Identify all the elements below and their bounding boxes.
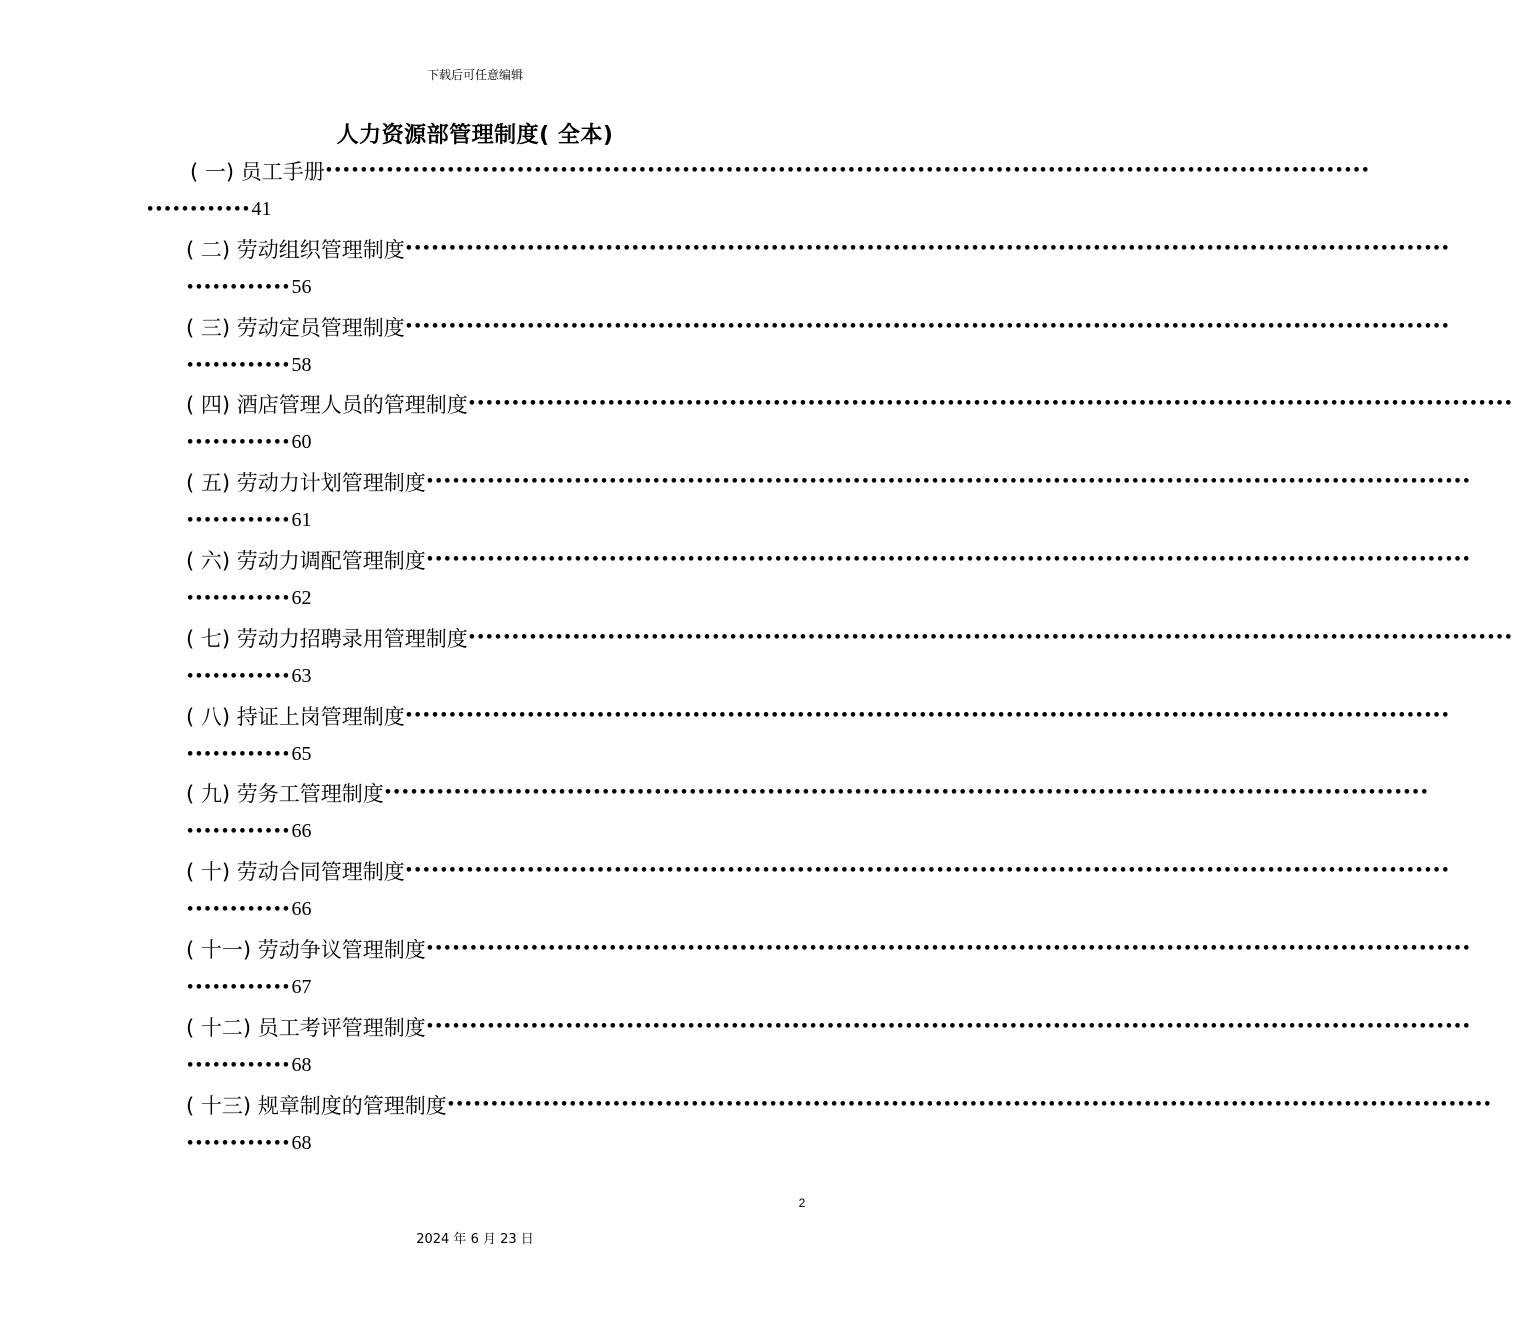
toc-entry[interactable] <box>0 152 1370 230</box>
toc-entry[interactable] <box>0 697 1450 775</box>
toc-dot-leader-continued: •••••••••••• <box>186 1057 291 1073</box>
toc-entry-heading-line <box>186 930 1471 968</box>
toc-dot-leader: •••••••••••••••••••••••••••••••••••••••••••••••••••••••••••••••••••••••••••••••••••••••••••••••••••••••••••••••••••••••• <box>404 319 1450 334</box>
toc-entry-page-line <box>186 424 312 460</box>
document-title: 人力资源部管理制度( 全本) <box>336 123 614 148</box>
toc-entry-heading-line <box>186 463 1471 501</box>
toc-entry[interactable] <box>0 308 1450 386</box>
toc-entry-label: ( 四) 酒店管理人员的管理制度 <box>186 393 468 417</box>
toc-entry-page-number: 66 <box>291 897 312 920</box>
toc-entry[interactable] <box>0 1008 1471 1086</box>
toc-dot-leader: •••••••••••••••••••••••••••••••••••••••••••••••••••••••••••••••••••••••••••••••••••••••••••••••••••••••••••••••••••••••• <box>446 1097 1492 1112</box>
toc-entry-heading-line <box>186 852 1450 890</box>
toc-entry[interactable] <box>0 230 1450 308</box>
toc-entry[interactable] <box>0 619 1513 697</box>
toc-entry-page-number: 68 <box>291 1053 312 1076</box>
toc-entry[interactable] <box>0 774 1429 852</box>
toc-entry-heading-line <box>186 774 1429 812</box>
toc-dot-leader: •••••••••••••••••••••••••••••••••••••••••••••••••••••••••••••••••••••••••••••••••••••••••••••••••••••••••••••••••••••••• <box>425 1019 1471 1034</box>
toc-dot-leader-continued: •••••••••••• <box>186 434 291 450</box>
toc-dot-leader-continued: •••••••••••• <box>146 201 251 217</box>
toc-entry-page-line <box>186 969 312 1005</box>
toc-entry-label: ( 十一) 劳动争议管理制度 <box>186 938 426 962</box>
toc-entry-page-number: 65 <box>291 742 312 765</box>
toc-entry-page-number: 62 <box>291 586 312 609</box>
toc-entry-heading-line <box>186 619 1513 657</box>
toc-entry-label: ( 十) 劳动合同管理制度 <box>186 860 405 884</box>
toc-dot-leader-continued: •••••••••••• <box>186 746 291 762</box>
footer-date: 2024 年 6 月 23 日 <box>416 1232 534 1247</box>
toc-dot-leader: •••••••••••••••••••••••••••••••••••••••••••••••••••••••••••••••••••••••••••••••••••••••••••••••••••••••••••••••••••••••• <box>404 708 1450 723</box>
toc-entry-heading-line <box>186 697 1450 735</box>
toc-entry-label: ( 二) 劳动组织管理制度 <box>186 238 405 262</box>
toc-dot-leader-continued: •••••••••••• <box>186 979 291 995</box>
toc-entry-label: ( 八) 持证上岗管理制度 <box>186 705 405 729</box>
toc-entry-heading-line <box>186 385 1513 423</box>
toc-entry-page-number: 67 <box>291 975 312 998</box>
toc-entry-label: ( 五) 劳动力计划管理制度 <box>186 471 426 495</box>
toc-entry-label: ( 一) 员工手册 <box>190 160 325 184</box>
toc-entry-page-line <box>186 813 312 849</box>
toc-dot-leader-continued: •••••••••••• <box>186 1135 291 1151</box>
toc-entry-page-number: 41 <box>251 197 272 220</box>
toc-entry-label: ( 七) 劳动力招聘录用管理制度 <box>186 627 468 651</box>
toc-entry-page-number: 66 <box>291 819 312 842</box>
toc-entry[interactable] <box>0 852 1450 930</box>
toc-dot-leader-continued: •••••••••••• <box>186 279 291 295</box>
toc-entry-page-line <box>186 269 312 305</box>
toc-entry-page-line <box>146 191 272 227</box>
toc-dot-leader-continued: •••••••••••• <box>186 823 291 839</box>
toc-entry-label: ( 六) 劳动力调配管理制度 <box>186 549 426 573</box>
toc-entry-page-number: 56 <box>291 275 312 298</box>
toc-dot-leader-continued: •••••••••••• <box>186 512 291 528</box>
page-number: 2 <box>798 1196 806 1210</box>
toc-entry[interactable] <box>0 1086 1492 1164</box>
header-note: 下载后可任意编辑 <box>426 68 523 82</box>
toc-entry[interactable] <box>0 930 1471 1008</box>
toc-entry[interactable] <box>0 463 1471 541</box>
toc-entry[interactable] <box>0 385 1513 463</box>
toc-entry-heading-line <box>186 308 1450 346</box>
toc-dot-leader: •••••••••••••••••••••••••••••••••••••••••••••••••••••••••••••••••••••••••••••••••••••••••••••••••••••••••••••••••••••••• <box>467 396 1513 411</box>
toc-entry-page-line <box>186 891 312 927</box>
table-of-contents <box>0 152 1513 1162</box>
toc-dot-leader-continued: •••••••••••• <box>186 668 291 684</box>
toc-entry-heading-line <box>186 230 1450 268</box>
toc-entry-label: ( 十三) 规章制度的管理制度 <box>186 1094 447 1118</box>
toc-entry-page-line <box>186 502 312 538</box>
toc-entry-page-number: 63 <box>291 664 312 687</box>
toc-dot-leader: •••••••••••••••••••••••••••••••••••••••••••••••••••••••••••••••••••••••••••••••••••••••••••••••••••••••••••••••••••••••• <box>425 941 1471 956</box>
toc-dot-leader: •••••••••••••••••••••••••••••••••••••••••••••••••••••••••••••••••••••••••••••••••••••••••••••••••••••••••••••••••••••••• <box>425 552 1471 567</box>
toc-entry-page-number: 60 <box>291 430 312 453</box>
toc-entry-heading-line <box>186 1008 1471 1046</box>
toc-dot-leader: •••••••••••••••••••••••••••••••••••••••••••••••••••••••••••••••••••••••••••••••••••••••••••••••••••••••••••••••••••••••• <box>324 163 1370 178</box>
toc-entry-label: ( 十二) 员工考评管理制度 <box>186 1016 426 1040</box>
toc-entry[interactable] <box>0 541 1471 619</box>
toc-dot-leader-continued: •••••••••••• <box>186 357 291 373</box>
toc-entry-label: ( 九) 劳务工管理制度 <box>186 782 384 806</box>
toc-entry-page-line <box>186 658 312 694</box>
toc-dot-leader: •••••••••••••••••••••••••••••••••••••••••••••••••••••••••••••••••••••••••••••••••••••••••••••••••••••••••••••••••••••••• <box>467 630 1513 645</box>
toc-entry-heading-line <box>186 541 1471 579</box>
toc-entry-page-line <box>186 580 312 616</box>
toc-entry-page-line <box>186 736 312 772</box>
toc-dot-leader-continued: •••••••••••• <box>186 901 291 917</box>
toc-entry-page-number: 61 <box>291 508 312 531</box>
toc-entry-page-line <box>186 347 312 383</box>
toc-entry-heading-line <box>190 152 1370 190</box>
toc-dot-leader: •••••••••••••••••••••••••••••••••••••••••••••••••••••••••••••••••••••••••••••••••••••••••••••••••••••••••••••••••••••••• <box>425 474 1471 489</box>
toc-dot-leader: •••••••••••••••••••••••••••••••••••••••••••••••••••••••••••••••••••••••••••••••••••••••••••••••••••••••••••••••••••••••• <box>383 785 1429 800</box>
toc-entry-heading-line <box>186 1086 1492 1124</box>
toc-entry-page-line <box>186 1125 312 1161</box>
toc-entry-page-number: 58 <box>291 353 312 376</box>
toc-dot-leader: •••••••••••••••••••••••••••••••••••••••••••••••••••••••••••••••••••••••••••••••••••••••••••••••••••••••••••••••••••••••• <box>404 863 1450 878</box>
toc-entry-page-line <box>186 1047 312 1083</box>
toc-entry-label: ( 三) 劳动定员管理制度 <box>186 316 405 340</box>
toc-entry-page-number: 68 <box>291 1131 312 1154</box>
toc-dot-leader: •••••••••••••••••••••••••••••••••••••••••••••••••••••••••••••••••••••••••••••••••••••••••••••••••••••••••••••••••••••••• <box>404 241 1450 256</box>
toc-dot-leader-continued: •••••••••••• <box>186 590 291 606</box>
